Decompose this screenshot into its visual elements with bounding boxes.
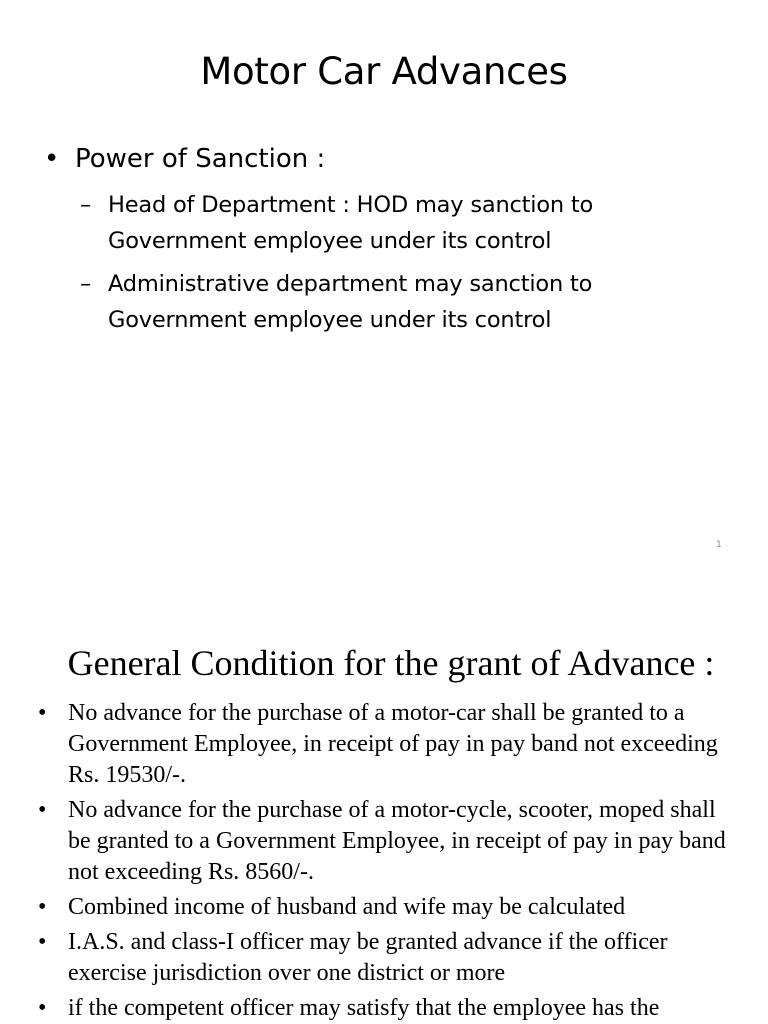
list-item-text: No advance for the purchase of a motor-car shall be granted to a Government Employee, in receipt of pay in pay band not exceeding Rs. 19530/-. (68, 700, 718, 788)
slide-general-condition (0, 576, 768, 1024)
list-item (38, 993, 738, 1024)
sub-item-text: Head of Department : HOD may sanction to Government employee under its control (108, 192, 594, 254)
sub-item-administrative-department (80, 266, 700, 338)
condition-list (38, 698, 738, 1024)
bullet-text: Power of Sanction : (75, 144, 326, 174)
list-item-text: Combined income of husband and wife may be calculated (68, 894, 626, 920)
list-item-text: I.A.S. and class-I officer may be granted advance if the officer exercise jurisdiction over one district or more (68, 929, 668, 986)
list-item (38, 927, 738, 989)
dash-icon: – (80, 271, 92, 297)
sub-item-head-of-department (80, 187, 700, 259)
bullet-dot-icon: • (38, 929, 47, 955)
slide-number: 1 (716, 540, 722, 550)
slide-title: Motor Car Advances (200, 50, 568, 93)
list-item (38, 795, 738, 888)
bullet-dot-icon: • (38, 995, 47, 1021)
bullet-dot-icon: • (38, 797, 47, 823)
bullet-dot-icon: • (38, 894, 47, 920)
list-item (38, 698, 738, 791)
list-item (38, 892, 738, 923)
list-item-text: No advance for the purchase of a motor-cycle, scooter, moped shall be granted to a Government Employee, in receipt of pay in pay band not exceeding Rs. 8560/-. (68, 797, 726, 885)
sub-item-text: Administrative department may sanction to Government employee under its control (108, 271, 593, 333)
dash-icon: – (80, 192, 92, 218)
list-item-text: if the competent officer may satisfy that the employee has the (68, 995, 660, 1021)
slide-title: General Condition for the grant of Advance : (67, 643, 715, 683)
bullet-dot-icon: • (38, 700, 47, 726)
bullet-dot-icon: • (44, 144, 60, 174)
